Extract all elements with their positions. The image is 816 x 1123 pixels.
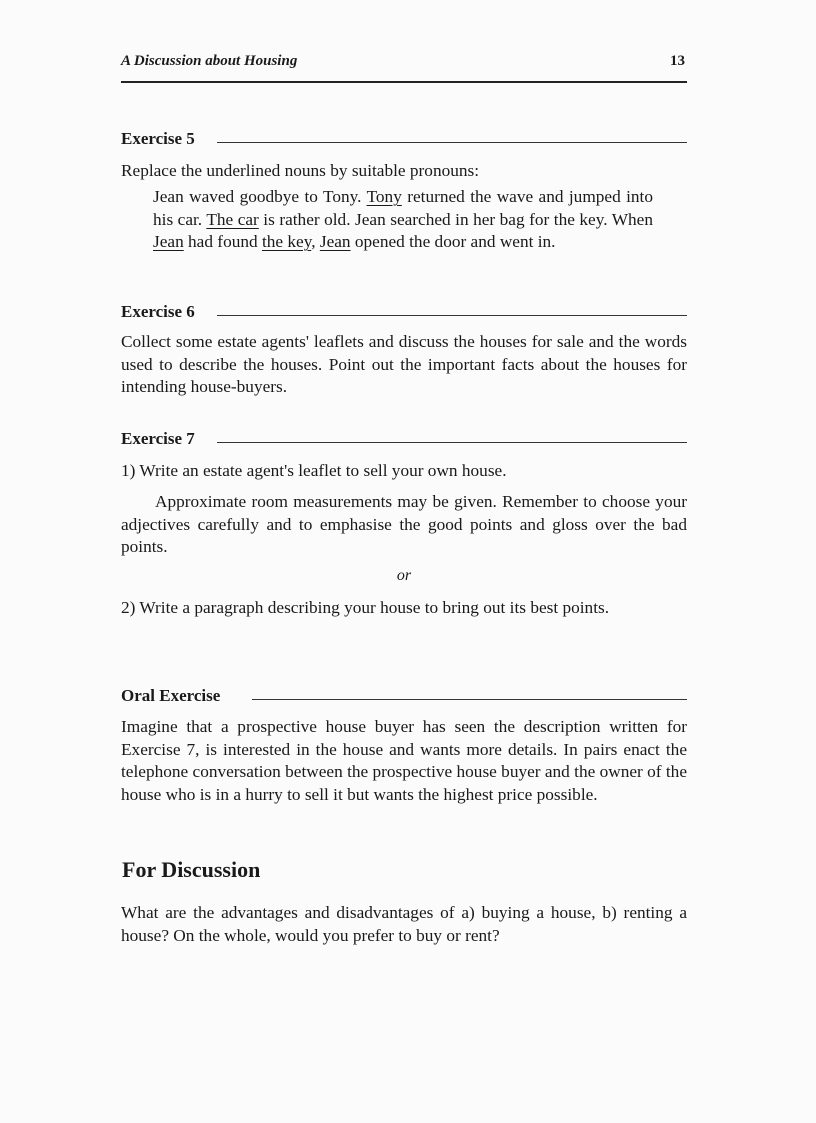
exercise-6-heading (121, 302, 687, 324)
exercise-6-body: Collect some estate agents' leaflets and discuss the houses for sale and the words used to describe the houses. Point out the important facts about the houses for intending house-buyers. (121, 332, 687, 396)
exercise-7-heading (121, 429, 687, 451)
exercise-7-title: Exercise 7 (121, 429, 195, 448)
oral-exercise-heading (121, 686, 687, 708)
or-separator: or (396, 567, 412, 584)
exercise-5-instruction: Replace the underlined nouns by suitable pronouns: (121, 161, 480, 180)
passage-text: is rather old. Jean searched in her bag for the key. When (258, 209, 653, 229)
exercise-6-title: Exercise 6 (121, 302, 195, 321)
passage-text: opened the door and went in. (350, 232, 556, 251)
exercise-5-title: Exercise 5 (121, 129, 195, 148)
oral-exercise-body: Imagine that a prospective house buyer has seen the description written for Exercise 7, is interested in the house and wants more details. In pairs enact the telephone conversation between the prospective house buyer and the owner of the house who is in a hurry to sell it but wants the highest price possible. (121, 717, 687, 804)
page-number: 13 (670, 53, 685, 69)
underlined-noun: the key (261, 232, 312, 251)
underlined-noun: Tony (366, 187, 402, 206)
discussion-body: What are the advantages and disadvantages of a) buying a house, b) renting a house? On the whole, would you prefer to buy or rent? (121, 903, 687, 945)
oral-exercise-rule (252, 699, 687, 700)
underlined-noun: Jean (153, 232, 184, 251)
oral-exercise-title: Oral Exercise (121, 686, 221, 705)
passage-text: , (311, 232, 320, 251)
exercise-7-item-1: 1) Write an estate agent's leaflet to sell your own house. (121, 461, 507, 480)
passage-text: Jean waved goodbye to Tony. (153, 187, 367, 206)
underlined-noun: The car (206, 209, 259, 229)
exercise-6-rule (217, 315, 687, 316)
exercise-5-passage (153, 186, 653, 254)
discussion-heading: For Discussion (122, 857, 261, 882)
header-rule (121, 81, 687, 83)
passage-text: had found (183, 232, 262, 251)
exercise-7-item-2: 2) Write a paragraph describing your house to bring out its best points. (121, 598, 610, 617)
exercise-5-heading (121, 129, 687, 151)
running-title: A Discussion about Housing (121, 53, 298, 69)
exercise-7-rule (217, 442, 687, 443)
passage-text: returned the wave and jumped into his car. (153, 187, 653, 229)
running-head (121, 53, 687, 77)
underlined-noun: Jean (319, 232, 351, 251)
exercise-5-rule (217, 142, 687, 143)
exercise-7-item-1-detail: Approximate room measurements may be given. Remember to choose your adjectives carefully and to emphasise the good points and gloss over the bad points. (121, 492, 687, 556)
